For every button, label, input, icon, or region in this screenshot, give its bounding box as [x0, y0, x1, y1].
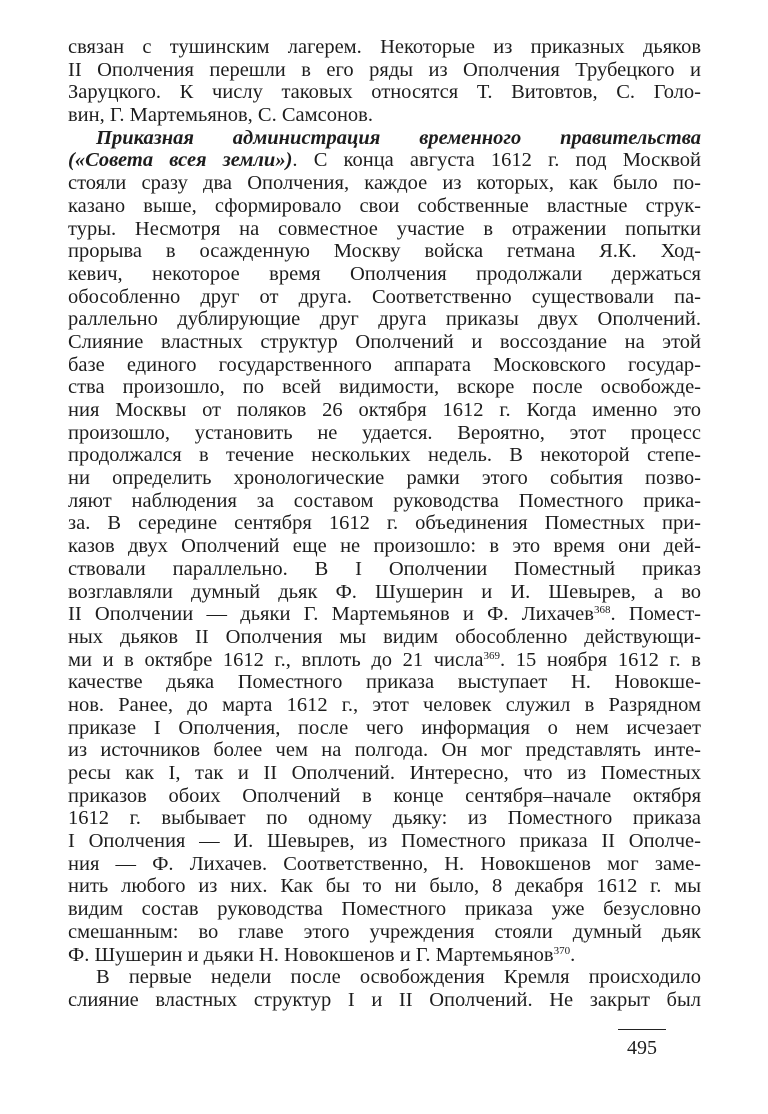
- text-segment: ствовали параллельно. В I Ополчении Поместный приказ: [68, 557, 701, 580]
- text-line: [68, 649, 701, 672]
- text-segment: ства произошло, по всей видимости, вскоре после освобожде-: [68, 376, 701, 399]
- text-segment: продолжался в течение нескольких недель. В некоторой степе-: [68, 444, 701, 467]
- text-segment: слияние властных структур I и II Ополчений. Не закрыт был: [68, 988, 701, 1011]
- text-segment: раллельно дублирующие друг друга приказы двух Ополчений.: [68, 308, 701, 331]
- text-segment: ния — Ф. Лихачев. Соответственно, Н. Новокшенов мог заме-: [68, 852, 701, 875]
- text-line: [68, 444, 701, 467]
- text-line: [68, 422, 701, 445]
- text-segment: связан с тушинским лагерем. Некоторые из приказных дьяков: [68, 36, 701, 58]
- text-line: [68, 581, 701, 604]
- text-line: [68, 807, 701, 830]
- text-segment: .: [570, 943, 576, 966]
- text-segment: ни определить хронологические рамки этого события позво-: [68, 467, 701, 490]
- text-segment: качестве дьяка Поместного приказа выступает Н. Новокше-: [68, 671, 701, 694]
- text-line: [68, 853, 701, 876]
- text-line: [68, 739, 701, 762]
- text-segment: I Ополчения — И. Шевырев, из Поместного приказа II Ополче-: [68, 830, 701, 853]
- text-line: [68, 671, 701, 694]
- text-segment: приказе I Ополчения, после чего информация о нем исчезает: [68, 716, 701, 739]
- text-segment: нить любого из них. Как бы то ни было, 8 декабря 1612 г. мы: [68, 875, 701, 898]
- text-line: [68, 717, 701, 740]
- text-segment: ми и в октябре 1612 г., вплоть до 21 числа: [68, 648, 484, 671]
- text-line: [68, 354, 701, 377]
- text-line: [68, 36, 701, 59]
- body-text: [68, 36, 701, 1012]
- text-segment: казов двух Ополчений еще не произошло: в это время они дей-: [68, 535, 701, 558]
- text-segment: смешанным: во главе этого учреждения стояли думный дьяк: [68, 920, 701, 943]
- text-segment: II Ополчении — дьяки Г. Мартемьянов и Ф. Лихачев: [68, 603, 594, 626]
- text-line: [68, 376, 701, 399]
- text-segment: Заруцкого. К числу таковых относятся Т. Витовтов, С. Голо-: [68, 81, 701, 104]
- text-segment: . С конца августа 1612 г. под Москвой: [292, 149, 702, 172]
- text-segment: ных дьяков II Ополчения мы видим обособленно действующи-: [68, 625, 701, 648]
- text-segment: II Ополчения перешли в его ряды из Ополчения Трубецкого и: [68, 58, 701, 81]
- text-segment: Ф. Шушерин и дьяки Н. Новокшенов и Г. Мартемьянов: [68, 943, 554, 966]
- text-line: [68, 467, 701, 490]
- text-line: [68, 263, 701, 286]
- text-line: [68, 966, 701, 989]
- text-segment: Слияние властных структур Ополчений и воссоздание на этой: [68, 330, 701, 353]
- text-line: [68, 989, 701, 1012]
- text-line: [68, 308, 701, 331]
- text-line: [68, 558, 701, 581]
- text-segment: 1612 г. выбывает по одному дьяку: из Поместного приказа: [68, 807, 701, 830]
- text-line: [68, 762, 701, 785]
- section-heading-text: Приказная администрация временного правительства: [96, 126, 701, 149]
- text-line: [68, 399, 701, 422]
- text-segment: обособленно друг от друга. Соответственно существовали па-: [68, 285, 701, 308]
- text-segment: ресы как I, так и II Ополчений. Интересно, что из Поместных: [68, 762, 701, 784]
- text-line: [68, 603, 701, 626]
- text-segment: . 15 ноября 1612 г. в: [499, 648, 701, 671]
- text-segment: кевич, некоторое время Ополчения продолжали держаться: [68, 262, 701, 285]
- text-segment: прорыва в осажденную Москву войска гетмана Я.К. Ход-: [68, 240, 701, 263]
- text-line: [68, 240, 701, 263]
- text-line: [68, 286, 701, 309]
- page-number: 495: [627, 1037, 657, 1059]
- text-segment: из источников более чем на полгода. Он мог представлять инте-: [68, 739, 701, 762]
- text-segment: ния Москвы от поляков 26 октября 1612 г. Когда именно это: [68, 399, 701, 421]
- text-segment: нов. Ранее, до марта 1612 г., этот человек служил в Разрядном: [68, 693, 701, 716]
- text-segment: произошло, установить не удается. Вероятно, этот процесс: [68, 421, 701, 444]
- text-segment: . Помест-: [610, 603, 701, 626]
- text-line: [68, 127, 701, 150]
- text-segment: казано выше, сформировало свои собственные властные струк-: [68, 194, 701, 217]
- text-segment: за. В середине сентября 1612 г. объединения Поместных при-: [68, 512, 701, 535]
- text-segment: туры. Несмотря на совместное участие в отражении попытки: [68, 217, 701, 240]
- text-segment: базе единого государственного аппарата Московского государ-: [68, 353, 701, 376]
- text-segment: видим состав руководства Поместного приказа уже безусловно: [68, 898, 701, 921]
- text-line: [68, 172, 701, 195]
- text-line: [68, 535, 701, 558]
- text-line: [68, 512, 701, 535]
- text-line: [68, 944, 701, 967]
- text-line: [68, 195, 701, 218]
- text-line: [68, 104, 701, 127]
- text-line: [68, 81, 701, 104]
- text-line: [68, 490, 701, 513]
- text-line: [68, 331, 701, 354]
- text-line: [68, 921, 701, 944]
- text-line: [68, 626, 701, 649]
- text-segment: В первые недели после освобождения Кремля происходило: [96, 966, 701, 989]
- text-line: [68, 830, 701, 853]
- text-line: [68, 875, 701, 898]
- footnote-ref: 370: [553, 944, 571, 957]
- footnote-ref: 368: [593, 604, 611, 617]
- text-line: [68, 898, 701, 921]
- text-line: [68, 785, 701, 808]
- page-number-rule: [618, 1029, 666, 1030]
- text-segment: возглавляли думный дьяк Ф. Шушерин и И. Шевырев, а во: [68, 580, 701, 603]
- text-line: [68, 149, 701, 172]
- text-segment: стояли сразу два Ополчения, каждое из которых, как было по-: [68, 172, 701, 195]
- text-line: [68, 218, 701, 241]
- text-line: [68, 694, 701, 717]
- text-segment: вин, Г. Мартемьянов, С. Самсонов.: [68, 104, 373, 127]
- section-heading-text: («Совета всея земли»): [68, 149, 293, 172]
- text-segment: приказов обоих Ополчений в конце сентября–начале октября: [68, 784, 701, 807]
- text-line: [68, 59, 701, 82]
- text-segment: ляют наблюдения за составом руководства Поместного прика-: [68, 489, 701, 512]
- footnote-ref: 369: [483, 649, 500, 662]
